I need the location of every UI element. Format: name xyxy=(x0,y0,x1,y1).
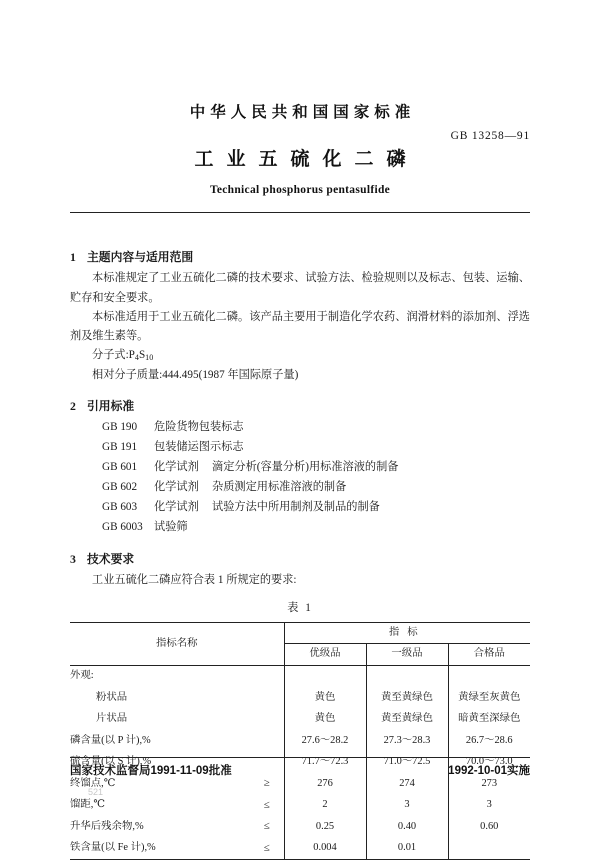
table-row-label: 粉状品 xyxy=(96,691,128,703)
table-row-comparison-symbol xyxy=(250,665,284,687)
standard-title-en: Technical phosphorus pentasulfide xyxy=(209,184,391,196)
formula-s: S xyxy=(138,349,146,362)
table-cell-grade-2: 黄绿至灰黄色 xyxy=(448,687,530,709)
footer-divider xyxy=(70,757,530,758)
referenced-standard-title: 试验方法中所用制剂及制品的制备 xyxy=(212,500,380,513)
table-cell-grade-1 xyxy=(366,665,448,687)
table-row-label: 馏距,℃ xyxy=(70,799,106,811)
table-cell-grade-1: 274 xyxy=(366,773,448,795)
table-cell-grade-2: 暗黄至深绿色 xyxy=(448,709,530,731)
referenced-standards-list xyxy=(70,418,530,538)
table-row-comparison-symbol xyxy=(250,687,284,709)
table-header-grade-0: 优级品 xyxy=(284,643,366,665)
table-cell-grade-0 xyxy=(284,665,366,687)
table-caption: 表 1 xyxy=(287,602,313,615)
approval-statement: 国家技术监督局1991-11-09批准 xyxy=(70,765,232,777)
table-row-comparison-symbol: ≤ xyxy=(263,798,270,811)
referenced-standard-code: GB 603 xyxy=(102,500,138,513)
table-head xyxy=(70,622,530,665)
table-row xyxy=(70,665,530,687)
table-cell-grade-1: 0.01 xyxy=(366,838,448,860)
referenced-standard-title: 滴定分析(容量分析)用标准溶液的制备 xyxy=(212,461,399,474)
table-row-label: 终馏点,℃ xyxy=(70,777,116,789)
section-2-title: 引用标准 xyxy=(87,398,135,413)
relative-molecular-mass-line: 相对分子质量:444.495(1987 年国际原子量) xyxy=(92,368,299,381)
molecular-formula-label: 分子式: xyxy=(92,349,129,362)
section-3-number: 3 xyxy=(70,551,76,566)
referenced-standard-title: 包装储运图示标志 xyxy=(154,441,244,454)
table-row-label: 升华后残余物,% xyxy=(70,820,144,832)
section-2-number: 2 xyxy=(70,398,76,413)
table-cell-grade-0: 2 xyxy=(284,795,366,817)
section-1-title: 主题内容与适用范围 xyxy=(87,250,194,264)
referenced-standard-title: 试验筛 xyxy=(154,520,188,533)
referenced-standard-item xyxy=(70,438,530,458)
effective-date-statement: 1992-10-01实施 xyxy=(448,765,530,777)
formula-p: P xyxy=(128,349,135,362)
standard-number: GB 13258—91 xyxy=(450,130,530,142)
table-cell-grade-0: 0.004 xyxy=(284,838,366,860)
table-cell-grade-2: 26.7～28.6 xyxy=(448,730,530,752)
referenced-standard-item xyxy=(70,518,530,538)
masthead xyxy=(70,100,530,196)
page-number: 521 xyxy=(88,787,104,797)
referenced-standard-item xyxy=(70,498,530,518)
table-cell-grade-2: 273 xyxy=(448,773,530,795)
referenced-standard-code: GB 190 xyxy=(102,421,138,434)
referenced-standard-code: GB 191 xyxy=(102,441,138,454)
table-row-label: 硫含量(以 S 计),% xyxy=(70,756,152,768)
table-cell-grade-1: 27.3～28.3 xyxy=(366,730,448,752)
referenced-standard-code: GB 6003 xyxy=(102,520,143,533)
table-cell-grade-2 xyxy=(448,665,530,687)
standard-title-cn: 工业五硫化二磷 xyxy=(194,149,419,170)
table-header-indicator-name: 指标名称 xyxy=(70,622,284,665)
table-row-comparison-symbol xyxy=(250,709,284,731)
section-3-heading xyxy=(70,549,530,569)
table-cell-grade-1: 0.40 xyxy=(366,816,448,838)
referenced-standard-item xyxy=(70,478,530,498)
table-row xyxy=(70,730,530,752)
referenced-standard-item xyxy=(70,418,530,438)
table-header-grade-1: 一级品 xyxy=(366,643,448,665)
section-3-paragraph-1: 工业五硫化二磷应符合表 1 所规定的要求: xyxy=(92,574,297,587)
referenced-standard-code: GB 601 xyxy=(102,461,138,474)
table-row-label: 片状品 xyxy=(96,713,128,725)
formula-s-subscript: 10 xyxy=(145,353,154,363)
section-1-number: 1 xyxy=(70,250,76,264)
table-row-label: 磷含量(以 P 计),% xyxy=(70,734,151,746)
table-cell-grade-0: 0.25 xyxy=(284,816,366,838)
table-cell-grade-2: 3 xyxy=(448,795,530,817)
molecular-formula-line xyxy=(70,346,530,365)
table-row-comparison-symbol: ≤ xyxy=(250,838,284,860)
table-cell-grade-0: 黄色 xyxy=(284,687,366,709)
table-row-comparison-symbol: ≤ xyxy=(263,820,270,833)
table-cell-grade-2 xyxy=(448,838,530,860)
table-cell-grade-0: 黄色 xyxy=(284,709,366,731)
referenced-standard-kind: 化学试剂 xyxy=(154,461,199,474)
section-2-heading xyxy=(70,396,530,416)
formula-p-subscript: 4 xyxy=(134,353,139,363)
referenced-standard-title: 危险货物包装标志 xyxy=(154,421,244,434)
section-3-title: 技术要求 xyxy=(87,551,135,566)
specification-table xyxy=(70,622,530,860)
referenced-standard-kind: 化学试剂 xyxy=(154,480,199,493)
table-row-label: 铁含量(以 Fe 计),% xyxy=(70,838,250,860)
table-cell-grade-0: 276 xyxy=(284,773,366,795)
referenced-standard-item xyxy=(70,458,530,478)
table-cell-grade-1: 3 xyxy=(366,795,448,817)
table-row-comparison-symbol: ≥ xyxy=(263,777,270,790)
header-divider xyxy=(70,212,530,213)
section-1-paragraph-2: 本标准适用于工业五硫化二磷。该产品主要用于制造化学农药、润滑材料的添加剂、浮选剂及维生素等。 xyxy=(70,310,530,343)
national-standard-line: 中华人民共和国国家标准 xyxy=(189,104,416,121)
section-1-paragraph-1: 本标准规定了工业五硫化二磷的技术要求、试验方法、检验规则以及标志、包装、运输、贮存和安全要求。 xyxy=(70,272,530,304)
table-row xyxy=(70,838,530,860)
table-cell-grade-2: 0.60 xyxy=(448,816,530,838)
referenced-standard-title: 杂质测定用标准溶液的制备 xyxy=(212,480,347,493)
table-cell-grade-1: 71.0～72.5 xyxy=(366,752,448,774)
table-row xyxy=(70,709,530,731)
table-cell-grade-1: 黄至黄绿色 xyxy=(366,687,448,709)
table-cell-grade-1: 黄至黄绿色 xyxy=(366,709,448,731)
document-footer xyxy=(70,762,530,778)
referenced-standard-kind: 化学试剂 xyxy=(154,500,199,513)
table-cell-grade-2: 70.0～73.0 xyxy=(448,752,530,774)
table-row xyxy=(70,795,530,817)
table-header-grade-2: 合格品 xyxy=(448,643,530,665)
referenced-standard-code: GB 602 xyxy=(102,480,138,493)
section-1-heading xyxy=(70,247,530,267)
table-row-comparison-symbol xyxy=(250,730,284,752)
table-row xyxy=(70,816,530,838)
table-row xyxy=(70,687,530,709)
table-header-indicator-group: 指标 xyxy=(284,622,530,643)
table-cell-grade-0: 71.7～72.3 xyxy=(284,752,366,774)
table-cell-grade-0: 27.6～28.2 xyxy=(284,730,366,752)
table-row-label: 外观: xyxy=(70,665,250,687)
